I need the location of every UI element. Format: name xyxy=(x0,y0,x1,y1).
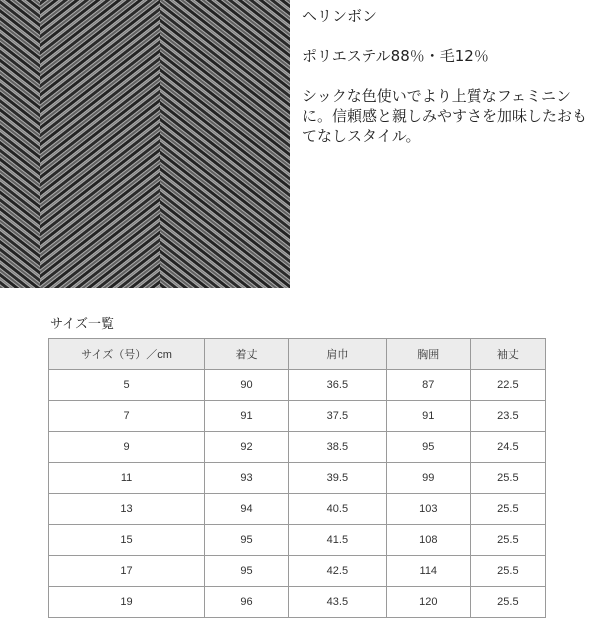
cell-sleeve-length: 25.5 xyxy=(470,525,545,556)
cell-size: 7 xyxy=(49,401,205,432)
size-table xyxy=(48,338,546,618)
material-composition: ポリエステル88％・毛12％ xyxy=(302,47,489,65)
cell-shoulder-width: 37.5 xyxy=(288,401,386,432)
cell-sleeve-length: 23.5 xyxy=(470,401,545,432)
cell-size: 17 xyxy=(49,556,205,587)
table-row xyxy=(49,370,546,401)
table-row xyxy=(49,587,546,618)
cell-length: 93 xyxy=(205,463,289,494)
cell-chest: 95 xyxy=(386,432,470,463)
cell-sleeve-length: 25.5 xyxy=(470,587,545,618)
header-size: サイズ（号）／cm xyxy=(49,339,205,370)
cell-shoulder-width: 36.5 xyxy=(288,370,386,401)
table-row xyxy=(49,556,546,587)
table-row xyxy=(49,463,546,494)
size-table-title: サイズ一覧 xyxy=(50,317,114,332)
header-length: 着丈 xyxy=(205,339,289,370)
cell-chest: 114 xyxy=(386,556,470,587)
cell-length: 90 xyxy=(205,370,289,401)
cell-sleeve-length: 25.5 xyxy=(470,556,545,587)
cell-chest: 120 xyxy=(386,587,470,618)
cell-chest: 99 xyxy=(386,463,470,494)
cell-size: 13 xyxy=(49,494,205,525)
cell-shoulder-width: 38.5 xyxy=(288,432,386,463)
header-shoulder-width: 肩巾 xyxy=(288,339,386,370)
cell-chest: 87 xyxy=(386,370,470,401)
product-description: シックな色使いでより上質なフェミニンに。信頼感と親しみやすさを加味したおもてなしスタイル。 xyxy=(302,87,588,145)
cell-shoulder-width: 42.5 xyxy=(288,556,386,587)
cell-length: 91 xyxy=(205,401,289,432)
cell-size: 5 xyxy=(49,370,205,401)
cell-sleeve-length: 25.5 xyxy=(470,494,545,525)
table-row xyxy=(49,401,546,432)
table-row xyxy=(49,494,546,525)
cell-sleeve-length: 22.5 xyxy=(470,370,545,401)
product-name: ヘリンボン xyxy=(302,7,378,25)
cell-size: 19 xyxy=(49,587,205,618)
cell-chest: 91 xyxy=(386,401,470,432)
cell-length: 94 xyxy=(205,494,289,525)
cell-sleeve-length: 25.5 xyxy=(470,463,545,494)
cell-size: 15 xyxy=(49,525,205,556)
cell-length: 96 xyxy=(205,587,289,618)
cell-shoulder-width: 41.5 xyxy=(288,525,386,556)
cell-chest: 103 xyxy=(386,494,470,525)
cell-length: 92 xyxy=(205,432,289,463)
cell-length: 95 xyxy=(205,556,289,587)
cell-size: 9 xyxy=(49,432,205,463)
table-row xyxy=(49,525,546,556)
cell-size: 11 xyxy=(49,463,205,494)
cell-chest: 108 xyxy=(386,525,470,556)
header-chest: 胸囲 xyxy=(386,339,470,370)
size-table-header-row xyxy=(49,339,546,370)
table-row xyxy=(49,432,546,463)
cell-shoulder-width: 40.5 xyxy=(288,494,386,525)
cell-length: 95 xyxy=(205,525,289,556)
cell-sleeve-length: 24.5 xyxy=(470,432,545,463)
cell-shoulder-width: 43.5 xyxy=(288,587,386,618)
fabric-swatch-image xyxy=(0,0,290,288)
product-description-block xyxy=(302,6,594,146)
header-sleeve-length: 袖丈 xyxy=(470,339,545,370)
cell-shoulder-width: 39.5 xyxy=(288,463,386,494)
